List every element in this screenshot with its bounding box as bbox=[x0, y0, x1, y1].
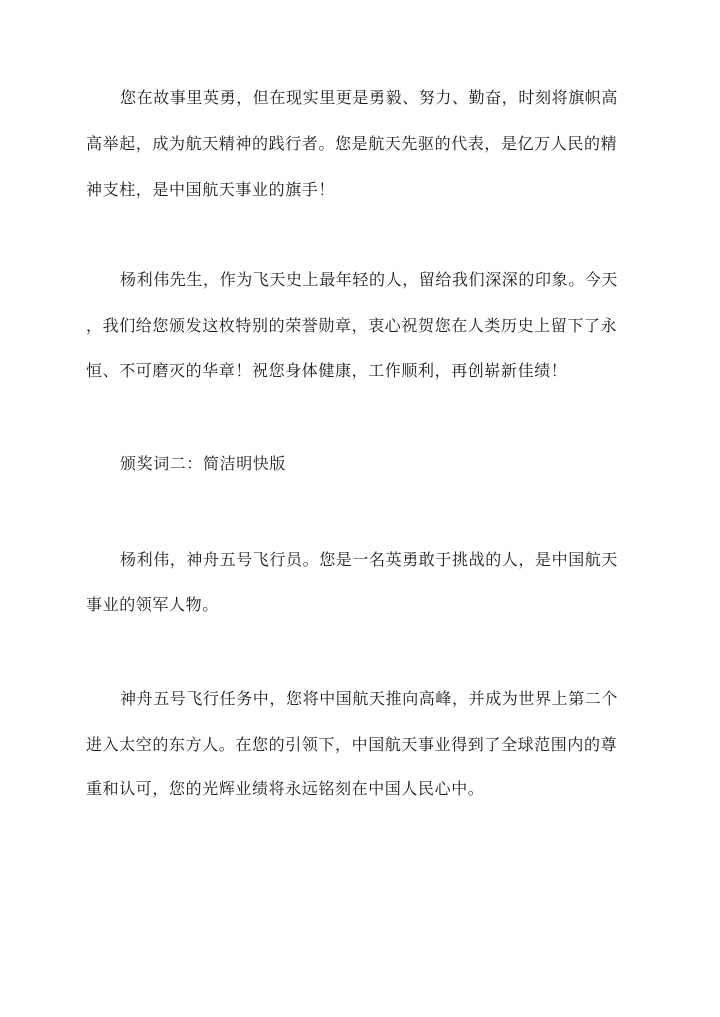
paragraph-line: 重和认可，您的光辉业绩将永远铭刻在中国人民心中。 bbox=[86, 779, 485, 798]
paragraph-line: 进入太空的东方人。在您的引领下，中国航天事业得到了全球范围内的尊 bbox=[86, 735, 618, 754]
paragraph-line: 杨利伟，神舟五号飞行员。您是一名英勇敢于挑战的人，是中国航天 bbox=[120, 550, 619, 569]
paragraph-line: ，我们给您颁发这枚特别的荣誉勋章，衷心祝贺您在人类历史上留下了永 bbox=[86, 316, 618, 335]
paragraph-line: 高举起，成为航天精神的践行者。您是航天先驱的代表，是亿万人民的精 bbox=[86, 134, 618, 153]
paragraph-line: 您在故事里英勇，但在现实里更是勇毅、努力、勤奋，时刻将旗帜高 bbox=[120, 88, 619, 107]
paragraph-line: 神舟五号飞行任务中，您将中国航天推向高峰，并成为世界上第二个 bbox=[120, 689, 619, 708]
heading-text: 颁奖词二：简洁明快版 bbox=[120, 454, 287, 473]
paragraph-line: 恒、不可磨灭的华章！祝您身体健康，工作顺利，再创崭新佳绩！ bbox=[86, 361, 568, 380]
paragraph-line: 神支柱，是中国航天事业的旗手！ bbox=[86, 180, 336, 199]
paragraph-line: 杨利伟先生，作为飞天史上最年轻的人，留给我们深深的印象。今天 bbox=[120, 270, 619, 289]
paragraph-line: 事业的领军人物。 bbox=[86, 595, 219, 614]
